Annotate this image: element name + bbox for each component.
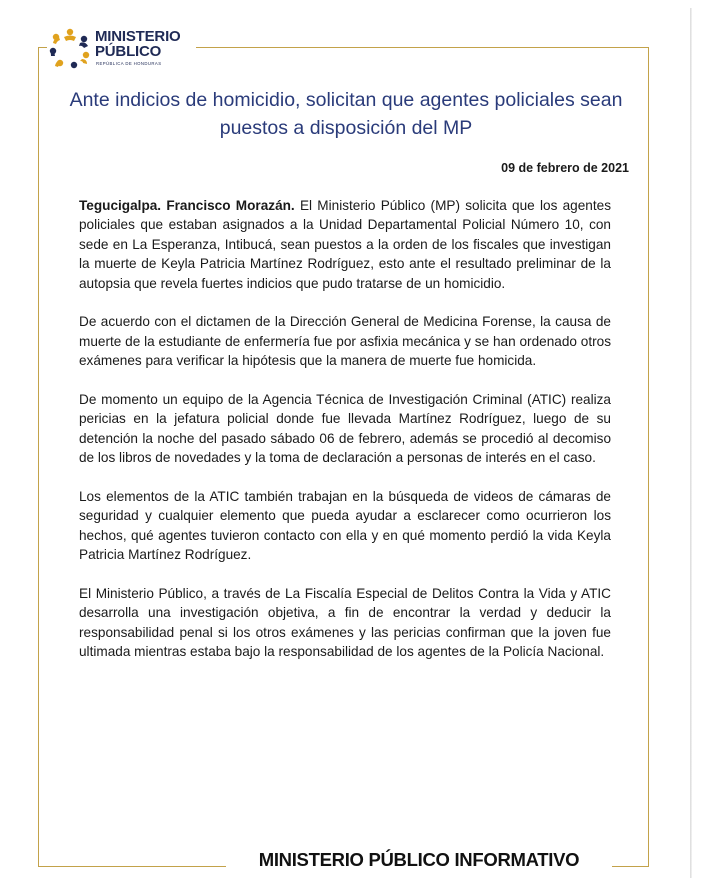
paragraph-1	[79, 196, 611, 293]
page-edge-shadow	[690, 8, 692, 878]
logo-subtitle: REPÚBLICA DE HONDURAS	[96, 61, 162, 66]
frame-top-line	[196, 47, 648, 48]
paragraph-4: Los elementos de la ATIC también trabajan en la búsqueda de videos de cámaras de seguridad y cualquier elemento que pueda ayudar a esclarecer como ocurrieron los hechos, qué agentes tuvieron contacto con ella y en qué momento perdió la vida Keyla Patricia Martínez Rodríguez.	[79, 489, 611, 563]
ministerio-publico-logo	[47, 26, 197, 78]
release-date: 09 de febrero de 2021	[501, 161, 629, 175]
press-release-headline: Ante indicios de homicidio, solicitan que agentes policiales sean puestos a disposición del MP	[69, 89, 623, 139]
frame-left-line	[38, 47, 39, 866]
dateline: Tegucigalpa. Francisco Morazán.	[79, 198, 295, 213]
logo-title-line1: MINISTERIO	[95, 28, 181, 45]
frame-right-line	[648, 47, 649, 866]
people-circle-emblem-icon	[47, 26, 93, 72]
paragraph-1-text: El Ministerio Público (MP) solicita que los agentes policiales que estaban asignados a la Unidad Departamental Policial Número 10, con sede en La Esperanza, Intibucá, sean puestos a la orden de los fiscales que investigan la muerte de Keyla Patricia Martínez Rodríguez, esto ante el resultado preliminar de la autopsia que revela fuertes indicios que pudo tratarse de un homicidio.	[79, 198, 611, 291]
paragraph-3: De momento un equipo de la Agencia Técnica de Investigación Criminal (ATIC) realiza pericias en la jefatura policial donde fue llevada Martínez Rodríguez, luego de su detención la noche del pasado sábado 06 de febrero, además se procedió al decomiso de los libros de novedades y la toma de declaración a personas de interés en el caso.	[79, 392, 611, 466]
frame-bottom-left-line	[38, 866, 226, 867]
frame-bottom-right-line	[612, 866, 649, 867]
paragraph-5: El Ministerio Público, a través de La Fiscalía Especial de Delitos Contra la Vida y ATIC desarrolla una investigación objetiva, a fin de encontrar la verdad y deducir la responsabilidad penal si los otros exámenes y las pericias confirman que la joven fue ultimada mientras estaba bajo la responsabilidad de los agentes de la Policía Nacional.	[79, 586, 611, 660]
logo-title-line2: PÚBLICO	[95, 43, 162, 60]
press-release-body	[79, 196, 611, 681]
frame-top-left-stub	[38, 47, 47, 48]
footer-banner: MINISTERIO PÚBLICO INFORMATIVO	[258, 849, 580, 870]
paragraph-2: De acuerdo con el dictamen de la Dirección General de Medicina Forense, la causa de muerte de la estudiante de enfermería fue por asfixia mecánica y se han ordenado otros exámenes para verificar la hipótesis que la manera de muerte fue homicida.	[79, 314, 611, 369]
